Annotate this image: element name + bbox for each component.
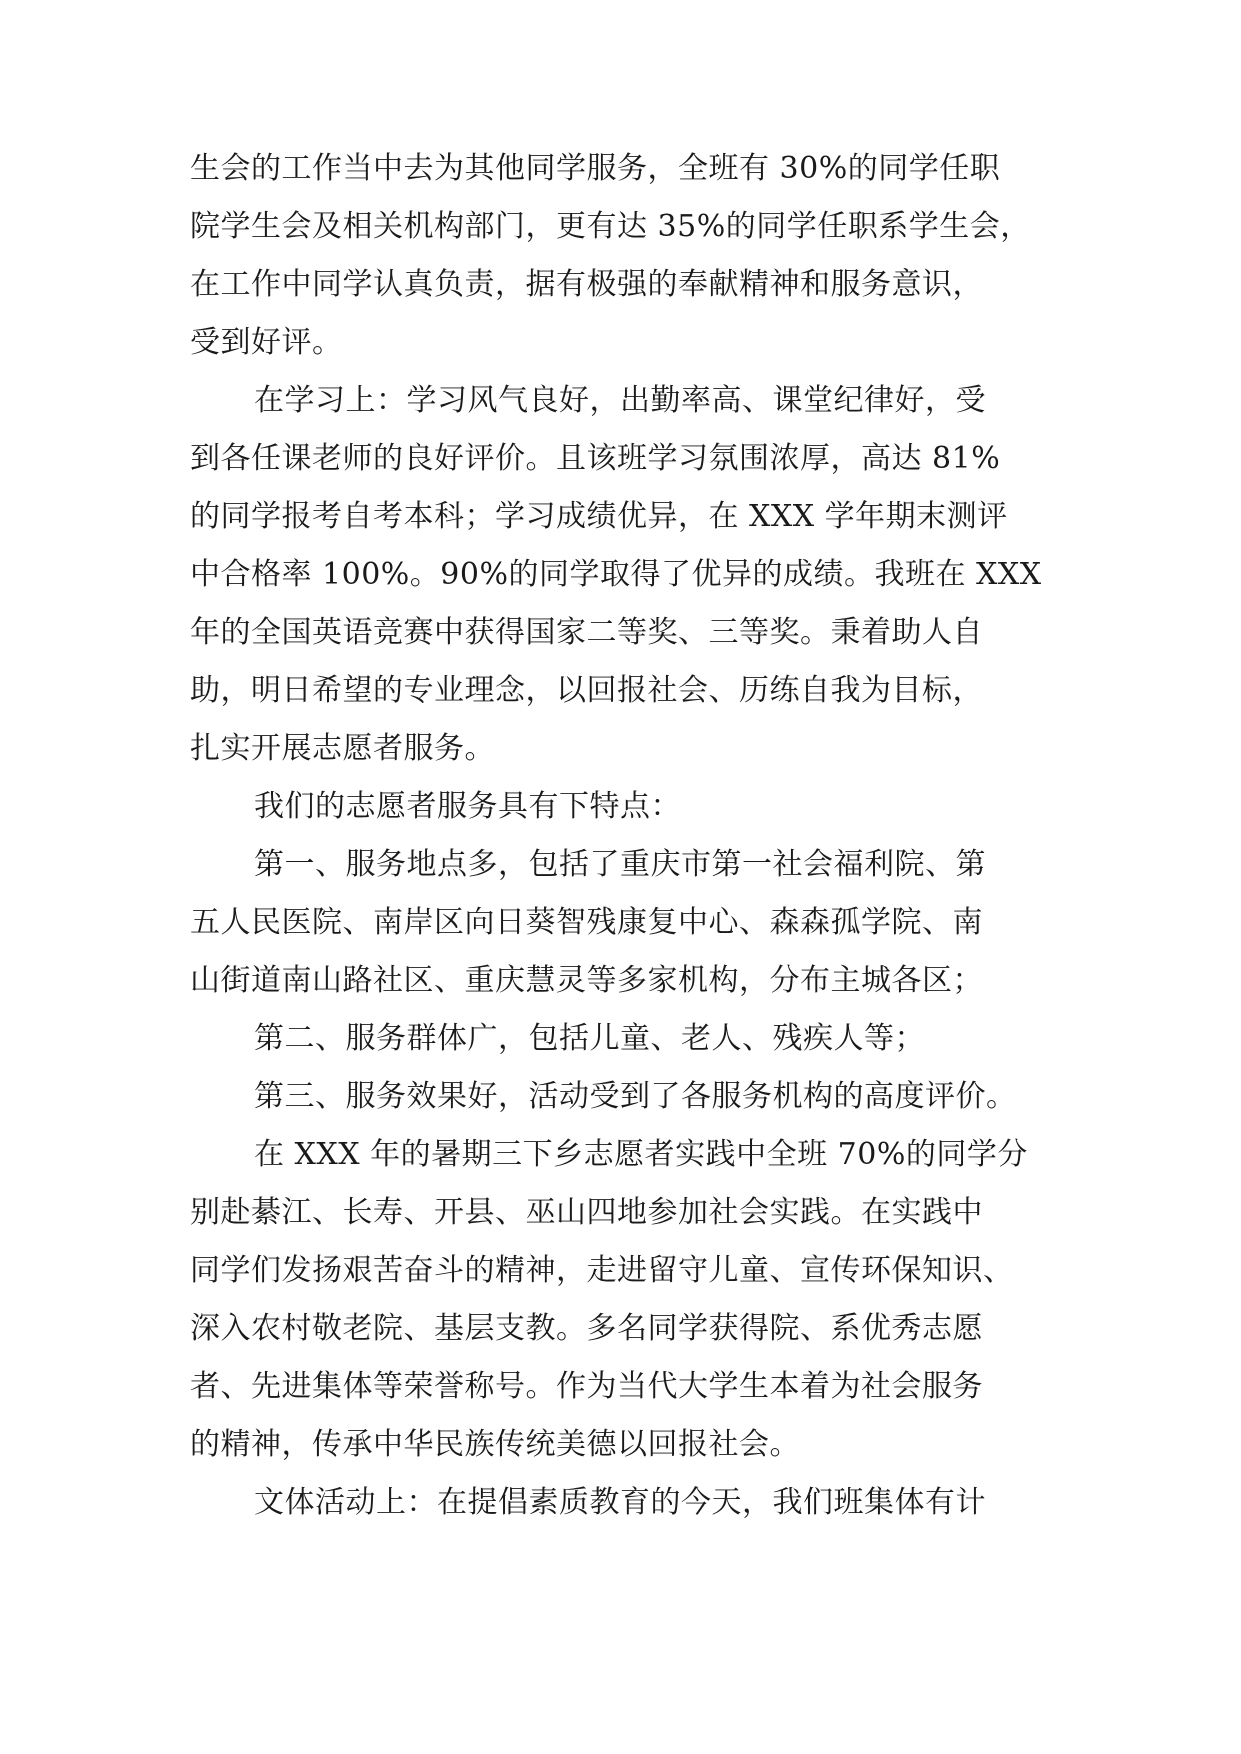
text-line: 我们的志愿者服务具有下特点：: [254, 789, 681, 824]
text-line: 第一、服务地点多，包括了重庆市第一社会福利院、第: [254, 847, 986, 882]
text-line: 第三、服务效果好，活动受到了各服务机构的高度评价。: [254, 1079, 1017, 1114]
text-line: 第二、服务群体广，包括儿童、老人、残疾人等；: [254, 1021, 925, 1056]
text-line: 深入农村敬老院、基层支教。多名同学获得院、系优秀志愿: [190, 1311, 983, 1346]
body-text: [190, 140, 1050, 1532]
text-line: 的精神，传承中华民族传统美德以回报社会。: [190, 1427, 800, 1462]
text-line: 者、先进集体等荣誉称号。作为当代大学生本着为社会服务: [190, 1369, 983, 1404]
text-line: 文体活动上：在提倡素质教育的今天，我们班集体有计: [254, 1485, 986, 1520]
text-line: 在学习上：学习风气良好，出勤率高、课堂纪律好，受: [254, 383, 986, 418]
text-line: 受到好评。: [190, 325, 343, 360]
text-line: 院学生会及相关机构部门，更有达 35%的同学任职系学生会，: [190, 209, 1031, 244]
text-line: 生会的工作当中去为其他同学服务，全班有 30%的同学任职: [190, 151, 1001, 186]
text-line: 中合格率 100%。90%的同学取得了优异的成绩。我班在 XXX: [190, 557, 1042, 592]
text-line: 年的全国英语竞赛中获得国家二等奖、三等奖。秉着助人自: [190, 615, 983, 650]
text-line: 同学们发扬艰苦奋斗的精神，走进留守儿童、宣传环保知识、: [190, 1253, 1014, 1288]
text-line: 的同学报考自考本科；学习成绩优异，在 XXX 学年期末测评: [190, 499, 1008, 534]
text-line: 山街道南山路社区、重庆慧灵等多家机构，分布主城各区；: [190, 963, 983, 998]
text-line: 在 XXX 年的暑期三下乡志愿者实践中全班 70%的同学分: [254, 1137, 1028, 1172]
text-line: 助，明日希望的专业理念，以回报社会、历练自我为目标，: [190, 673, 983, 708]
text-line: 别赴綦江、长寿、开县、巫山四地参加社会实践。在实践中: [190, 1195, 983, 1230]
text-line: 在工作中同学认真负责，据有极强的奉献精神和服务意识，: [190, 267, 983, 302]
text-line: 扎实开展志愿者服务。: [190, 731, 495, 766]
text-line: 到各任课老师的良好评价。且该班学习氛围浓厚，高达 81%: [190, 441, 1001, 476]
text-line: 五人民医院、南岸区向日葵智残康复中心、森森孤学院、南: [190, 905, 983, 940]
